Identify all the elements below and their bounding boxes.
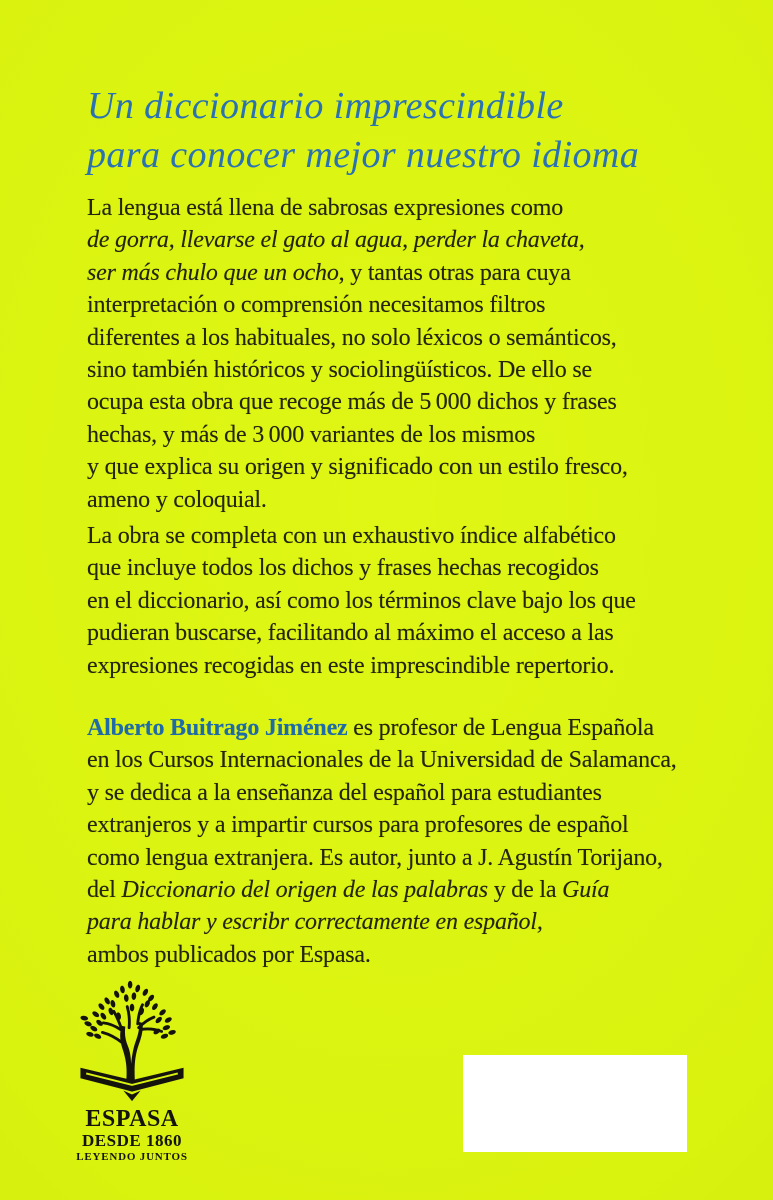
description-paragraph-1: [87, 192, 628, 516]
text-line: [87, 906, 677, 938]
italic-phrase: de gorra, llevarse el gato al agua, perder la chaveta,: [87, 227, 585, 254]
text-line: [87, 552, 636, 584]
text-segment: en los Cursos Internacionales de la Universidad de Salamanca,: [87, 747, 677, 774]
italic-phrase: ser más chulo que un ocho: [87, 259, 339, 286]
description-paragraph-2: [87, 520, 636, 682]
text-segment: como lengua extranjera. Es autor, junto a J. Agustín Torijano,: [87, 844, 663, 871]
italic-phrase: Diccionario del origen de las palabras: [121, 877, 488, 904]
tagline-line-2: para conocer mejor nuestro idioma: [87, 134, 640, 176]
text-segment: es profesor de Lengua Española: [347, 715, 654, 741]
text-line: [87, 289, 628, 321]
tree-book-icon: [72, 978, 192, 1104]
barcode-placeholder: [463, 1055, 687, 1152]
text-segment: y se dedica a la enseñanza del español para estudiantes: [87, 779, 602, 806]
text-line: [87, 939, 677, 971]
publisher-motto: LEYENDO JUNTOS: [76, 1151, 188, 1163]
italic-phrase: Guía: [562, 877, 610, 904]
text-line: [87, 842, 677, 874]
text-line: [87, 617, 636, 649]
text-line: [87, 650, 636, 682]
publisher-name: ESPASA: [85, 1106, 179, 1132]
text-segment: ambos publicados por Espasa.: [87, 941, 371, 968]
espasa-logo: [71, 978, 193, 1164]
text-segment: sino también históricos y sociolingüísticos. De ello se: [87, 357, 592, 384]
text-segment: que incluye todos los dichos y frases hechas recogidos: [87, 555, 599, 582]
text-segment: del: [87, 877, 122, 904]
text-segment: hechas, y más de 3 000 variantes de los mismos: [87, 421, 536, 448]
text-segment: extranjeros y a impartir cursos para profesores de español: [87, 812, 629, 839]
text-segment: interpretación o comprensión necesitamos filtros: [87, 292, 546, 319]
italic-phrase: para hablar y escribr correctamente en español,: [87, 909, 543, 936]
text-line: [87, 484, 628, 516]
tagline-line-1: Un diccionario imprescindible: [87, 85, 564, 127]
text-line: [87, 744, 677, 776]
text-line: [87, 520, 636, 552]
text-segment: y de la: [487, 877, 563, 904]
text-segment: pudieran buscarse, facilitando al máximo el acceso a las: [87, 620, 614, 647]
text-line: [87, 192, 628, 224]
text-line: [87, 386, 628, 418]
text-line: [87, 354, 628, 386]
text-segment: ocupa esta obra que recoge más de 5 000 dichos y frases: [87, 389, 617, 416]
text-segment: expresiones recogidas en este imprescindible repertorio.: [87, 652, 615, 679]
text-line: [87, 777, 677, 809]
publisher-since: DESDE 1860: [82, 1131, 182, 1150]
text-line: [87, 585, 636, 617]
text-line: [87, 712, 677, 744]
text-segment: en el diccionario, así como los términos clave bajo los que: [87, 587, 636, 614]
text-segment: , y tantas otras para cuya: [338, 259, 571, 286]
author-bio: [87, 712, 677, 971]
text-segment: La obra se completa con un exhaustivo índice alfabético: [87, 523, 616, 549]
text-line: [87, 451, 628, 483]
text-line: [87, 224, 628, 256]
text-line: [87, 874, 677, 906]
text-line: [87, 257, 628, 289]
text-segment: ameno y coloquial.: [87, 486, 267, 513]
author-name: Alberto Buitrago Jiménez: [87, 715, 348, 741]
text-line: [87, 419, 628, 451]
text-segment: diferentes a los habituales, no solo léxicos o semánticos,: [87, 324, 617, 351]
text-line: [87, 322, 628, 354]
text-segment: La lengua está llena de sabrosas expresiones como: [87, 195, 564, 221]
tagline-heading: [87, 82, 639, 180]
text-segment: y que explica su origen y significado con un estilo fresco,: [87, 454, 628, 481]
text-line: [87, 809, 677, 841]
